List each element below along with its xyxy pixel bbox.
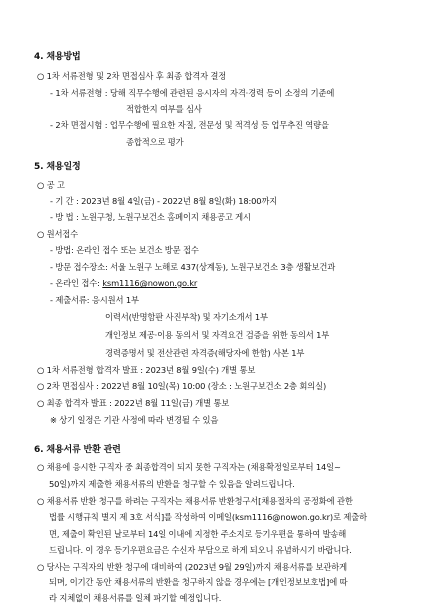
section-4-sub-interview-cont: 종합적으로 평가 [126,137,184,147]
return-paragraph-2-line-3: 면, 제출이 확인된 날로부터 14일 이내에 지정한 주소지로 등기우편을 통하여 발송해 [49,529,347,539]
section-5-heading: 5. 채용일정 [34,162,81,172]
return-paragraph-3-line-3: 라 지체없이 채용서류를 일체 파기할 예정입니다. [49,593,222,603]
return-paragraph-2-line-2: 법률 시행규칙 별지 제 3호 서식]를 작성하여 이메일(ksm1116@nowon.go.kr)로 제출하 [49,512,367,522]
receipt-visit-location: - 방문 접수장소: 서울 노원구 노해로 437(상계동), 노원구보건소 3층 생활보건과 [50,262,336,272]
receipt-online-email: ksm1116@nowon.go.kr [102,278,198,288]
section-4-sub-interview: - 2차 면접시험 : 업무수행에 필요한 자질, 전문성 및 적격성 등 업무추진 역량을 [50,120,329,130]
return-paragraph-1-line-2: 50일)까지 제출한 채용서류의 반환을 청구할 수 있음을 알려드립니다. [49,479,295,489]
schedule-interview: ○ 2차 면접심사 : 2022년 8월 10일(목) 10:00 (장소 : 노원구보건소 2층 회의실) [37,381,327,391]
section-6-heading: 6. 채용서류 반환 관련 [34,445,121,455]
schedule-method: - 방 법 : 노원구청, 노원구보건소 홈페이지 채용공고 게시 [50,212,251,222]
schedule-first-pass: ○ 1차 서류전형 합격자 발표 : 2023년 8월 9일(수) 개별 통보 [37,365,256,375]
receipt-documents: - 제출서류: 응시원서 1부 [50,295,139,305]
return-paragraph-1-line-1: ○ 채용에 응시한 구직자 중 최종합격이 되지 못한 구직자는 (채용확정일로부터 14일~ [37,462,341,472]
schedule-final-pass: ○ 최종 합격자 발표 : 2022년 8월 11일(금) 개별 통보 [37,398,230,408]
schedule-notice: ○ 공 고 [37,180,65,190]
schedule-period: - 기 간 : 2023년 8월 4일(금) - 2022년 8월 8일(화) 18:00까지 [50,196,278,206]
section-4-sub-document-screening-cont: 적합한지 여부를 심사 [126,104,202,114]
receipt-method: - 방법: 온라인 접수 또는 보건소 방문 접수 [50,245,199,255]
receipt-online-label: - 온라인 접수: [50,278,103,288]
section-4-item: ○ 1차 서류전형 및 2차 면접심사 후 최종 합격자 결정 [37,71,227,81]
return-paragraph-2-line-4: 드립니다. 이 경우 등기우편요금은 수신자 부담으로 하게 되오니 유념하시기 바랍니다. [49,545,352,555]
section-4-heading: 4. 채용방법 [34,52,81,62]
section-4-sub-document-screening: - 1차 서류전형 : 당해 직무수행에 관련된 응시자의 자격·경력 등이 소정의 기준에 [50,88,335,98]
return-paragraph-3-line-1: ○ 당사는 구직자의 반환 청구에 대비하여 (2023년 9월 29일)까지 채용서류를 보관하게 [37,562,347,572]
schedule-receipt: ○ 원서접수 [37,229,79,239]
document-item-certificate: 경력증명서 및 전산관련 자격증(해당자에 한함) 사본 1부 [105,348,305,358]
document-item-consent: 개인정보 제공·이용 동의서 및 자격요건 검증을 위한 동의서 1부 [105,330,330,340]
return-paragraph-2-line-1: ○ 채용서류 반환 청구를 하려는 구직자는 채용서류 반환청구서[채용절차의 공정화에 관한 [37,496,353,506]
document-item-resume: 이력서(반명함판 사진부착) 및 자기소개서 1부 [105,312,268,322]
receipt-online [50,279,197,287]
schedule-note: ※ 상기 일정은 기관 사정에 따라 변경될 수 있음 [50,415,219,425]
return-paragraph-3-line-2: 되며, 이기간 동안 채용서류의 반환을 청구하지 않을 경우에는 [개인정보보호법]에 따 [49,577,348,587]
